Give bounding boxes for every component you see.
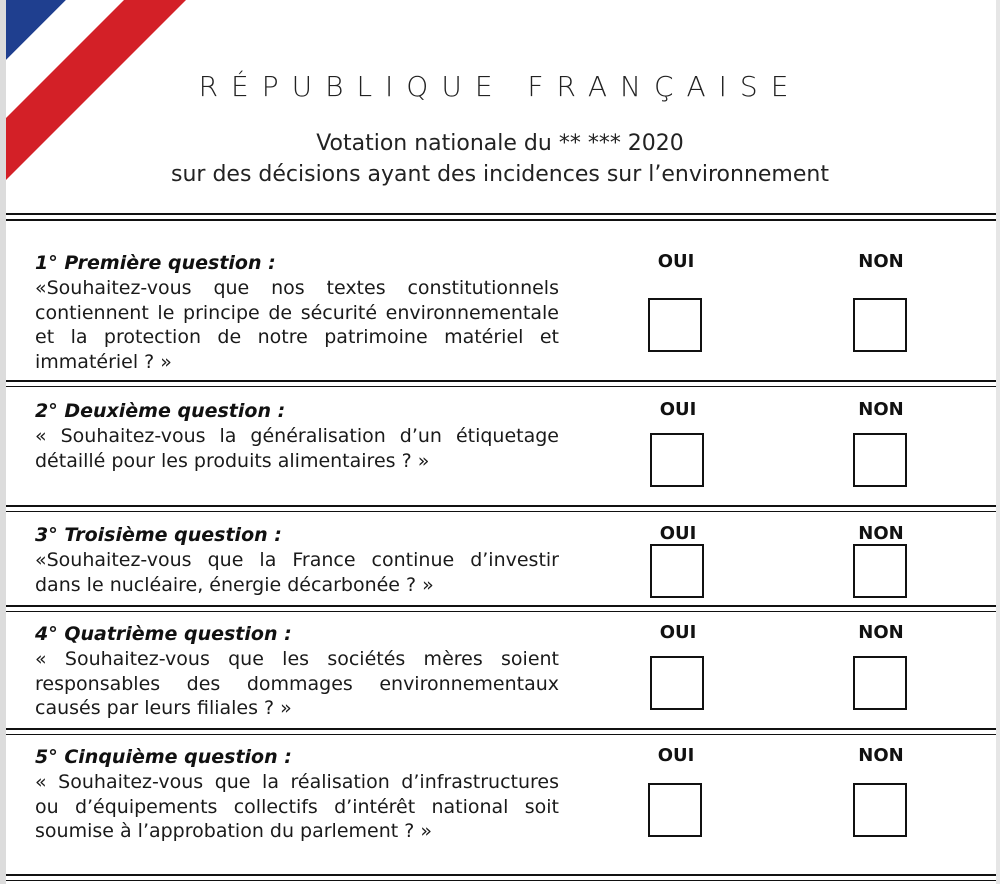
q1-oui-label: OUI	[657, 251, 695, 272]
question-divider-4b	[6, 734, 996, 735]
q3-oui-label: OUI	[659, 523, 697, 544]
q4-oui-checkbox[interactable]	[650, 656, 704, 710]
vote-title-line1: Votation nationale du ** *** 2020	[316, 131, 684, 156]
q5-oui-label: OUI	[657, 745, 695, 766]
question-3-title: 3° Troisième question :	[35, 524, 282, 546]
vote-title-line2: sur des décisions ayant des incidences sur l’environnement	[171, 162, 829, 187]
q1-non-label: NON	[858, 251, 904, 272]
question-2-text: « Souhaitez-vous la généralisation d’un étiquetage détaillé pour les produits alimentaires ? »	[35, 425, 559, 472]
question-divider-3b	[6, 611, 996, 612]
header-divider-bottom	[6, 219, 996, 221]
q2-non-checkbox[interactable]	[853, 433, 907, 487]
q3-non-label: NON	[858, 523, 904, 544]
q5-oui-checkbox[interactable]	[648, 783, 702, 837]
question-divider-2b	[6, 511, 996, 512]
question-4-title: 4° Quatrième question :	[35, 623, 292, 645]
question-5-title: 5° Cinquième question :	[35, 746, 292, 768]
question-divider-4a	[6, 728, 996, 730]
q4-non-checkbox[interactable]	[853, 656, 907, 710]
question-3-text: «Souhaitez-vous que la France continue d’investir dans le nucléaire, énergie décarbonée ? »	[35, 549, 559, 596]
question-3	[35, 522, 559, 597]
question-5-text: « Souhaitez-vous que la réalisation d’infrastructures ou d’équipements collectifs d’intérêt national soit soumise à l’approbation du parlement ? »	[35, 771, 559, 842]
question-1	[35, 250, 559, 374]
question-4	[35, 621, 559, 721]
q2-oui-label: OUI	[659, 399, 697, 420]
question-5	[35, 744, 559, 844]
header-divider-top	[6, 213, 996, 215]
q5-non-checkbox[interactable]	[853, 783, 907, 837]
question-4-text: « Souhaitez-vous que les sociétés mères soient responsables des dommages environnementaux causés par leurs filiales ? »	[35, 648, 559, 719]
q4-oui-label: OUI	[659, 622, 697, 643]
question-1-text: «Souhaitez-vous que nos textes constitutionnels contiennent le principe de sécurité environnementale et la protection de notre patrimoine matériel et immatériel ? »	[35, 277, 559, 373]
question-2	[35, 398, 559, 473]
question-divider-1b	[6, 386, 996, 387]
question-divider-1a	[6, 380, 996, 382]
q4-non-label: NON	[858, 622, 904, 643]
question-2-title: 2° Deuxième question :	[35, 400, 286, 422]
country-title: RÉPUBLIQUE FRANÇAISE	[198, 70, 802, 103]
q2-non-label: NON	[858, 399, 904, 420]
footer-divider-a	[6, 874, 996, 876]
footer-divider-b	[6, 880, 996, 881]
q1-oui-checkbox[interactable]	[648, 298, 702, 352]
question-1-title: 1° Première question :	[35, 252, 276, 274]
q2-oui-checkbox[interactable]	[650, 433, 704, 487]
question-divider-2a	[6, 505, 996, 507]
q3-non-checkbox[interactable]	[853, 544, 907, 598]
q3-oui-checkbox[interactable]	[650, 544, 704, 598]
q5-non-label: NON	[858, 745, 904, 766]
question-divider-3a	[6, 605, 996, 607]
q1-non-checkbox[interactable]	[853, 298, 907, 352]
